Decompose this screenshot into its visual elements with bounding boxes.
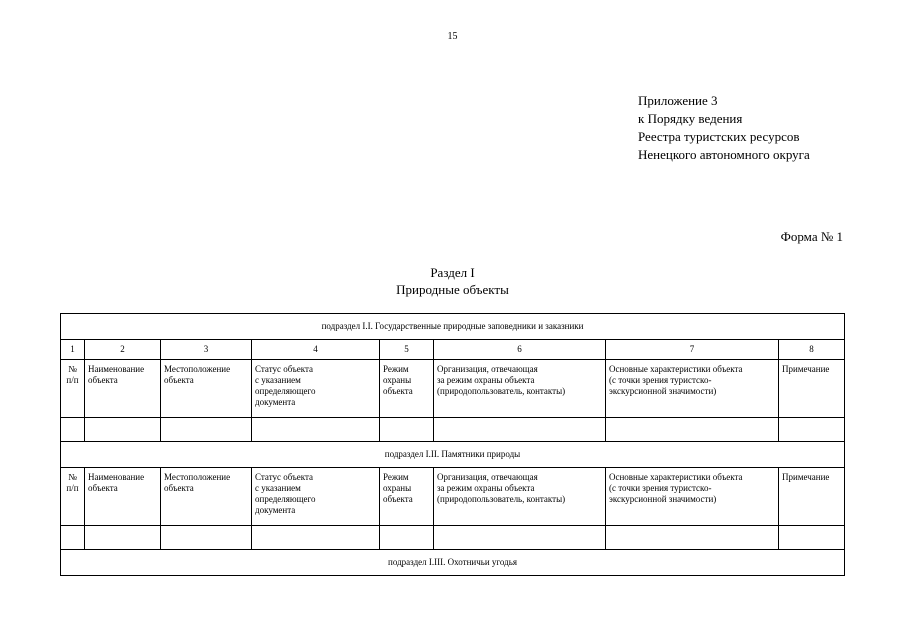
header-line: Статус объекта <box>255 472 314 482</box>
header-line: определяющего <box>255 386 316 396</box>
header-characteristics <box>606 360 779 418</box>
table-cell[interactable] <box>380 418 434 442</box>
header-line: объекта <box>164 375 194 385</box>
table-cell[interactable] <box>252 526 380 550</box>
header-location <box>161 468 252 526</box>
header-line: Режим <box>383 472 409 482</box>
table-cell[interactable] <box>434 526 606 550</box>
section-heading <box>0 264 905 298</box>
header-line: экскурсионной значимости) <box>609 494 717 504</box>
registry-table <box>60 313 845 576</box>
header-line: охраны <box>383 375 412 385</box>
header-line: экскурсионной значимости) <box>609 386 717 396</box>
table-cell[interactable] <box>161 526 252 550</box>
header-line: объекта <box>88 375 118 385</box>
header-line: документа <box>255 505 296 515</box>
header-line: (природопользователь, контакты) <box>437 494 566 504</box>
header-line: Организация, отвечающая <box>437 364 538 374</box>
header-name <box>85 360 161 418</box>
header-line: охраны <box>383 483 412 493</box>
appendix-line: Ненецкого автономного округа <box>638 147 810 162</box>
header-line: Организация, отвечающая <box>437 472 538 482</box>
table-cell[interactable] <box>779 418 845 442</box>
header-line: Режим <box>383 364 409 374</box>
header-protection-mode <box>380 360 434 418</box>
header-status <box>252 360 380 418</box>
header-line: Примечание <box>782 472 830 482</box>
table-cell[interactable] <box>85 418 161 442</box>
table-cell[interactable] <box>61 526 85 550</box>
column-number: 6 <box>434 340 606 360</box>
header-line: объекта <box>383 386 413 396</box>
header-characteristics <box>606 468 779 526</box>
subsection-row <box>61 442 845 468</box>
header-location <box>161 360 252 418</box>
subsection-title: подраздел I.I. Государственные природные заповедники и заказники <box>61 314 845 340</box>
header-line: (с точки зрения туристско- <box>609 483 712 493</box>
header-line: определяющего <box>255 494 316 504</box>
header-line: объекта <box>164 483 194 493</box>
header-note <box>779 360 845 418</box>
column-number: 1 <box>61 340 85 360</box>
header-line: за режим охраны объекта <box>437 483 535 493</box>
table-cell[interactable] <box>161 418 252 442</box>
column-number: 2 <box>85 340 161 360</box>
header-line: Статус объекта <box>255 364 314 374</box>
subsection-row <box>61 550 845 576</box>
header-line: Примечание <box>782 364 830 374</box>
column-number: 7 <box>606 340 779 360</box>
header-note <box>779 468 845 526</box>
table-cell[interactable] <box>61 418 85 442</box>
column-number: 3 <box>161 340 252 360</box>
header-line: № <box>68 364 77 374</box>
header-line: Основные характеристики объекта <box>609 472 743 482</box>
column-header-row <box>61 468 845 526</box>
table-cell[interactable] <box>606 418 779 442</box>
header-line: Основные характеристики объекта <box>609 364 743 374</box>
header-line: с указанием <box>255 483 301 493</box>
appendix-line: Приложение 3 <box>638 93 718 108</box>
header-line: № <box>68 472 77 482</box>
header-line: за режим охраны объекта <box>437 375 535 385</box>
header-name <box>85 468 161 526</box>
header-organization <box>434 468 606 526</box>
header-line: объекта <box>383 494 413 504</box>
header-number <box>61 360 85 418</box>
header-status <box>252 468 380 526</box>
header-line: объекта <box>88 483 118 493</box>
table-cell[interactable] <box>434 418 606 442</box>
section-title: Раздел I <box>430 265 475 280</box>
table-row <box>61 418 845 442</box>
subsection-title: подраздел I.III. Охотничьи угодья <box>61 550 845 576</box>
header-line: документа <box>255 397 296 407</box>
table-row <box>61 526 845 550</box>
section-subtitle: Природные объекты <box>396 282 509 297</box>
appendix-reference <box>638 92 810 164</box>
header-line: Наименование <box>88 472 145 482</box>
header-line: п/п <box>66 483 79 493</box>
header-line: с указанием <box>255 375 301 385</box>
table-cell[interactable] <box>252 418 380 442</box>
header-organization <box>434 360 606 418</box>
table-cell[interactable] <box>85 526 161 550</box>
column-number: 4 <box>252 340 380 360</box>
header-number <box>61 468 85 526</box>
column-number-row <box>61 340 845 360</box>
appendix-line: к Порядку ведения <box>638 111 743 126</box>
appendix-line: Реестра туристских ресурсов <box>638 129 800 144</box>
column-number: 8 <box>779 340 845 360</box>
column-header-row <box>61 360 845 418</box>
header-line: Наименование <box>88 364 145 374</box>
header-line: (природопользователь, контакты) <box>437 386 566 396</box>
form-number: Форма № 1 <box>780 229 843 244</box>
header-line: Местоположение <box>164 472 231 482</box>
table-cell[interactable] <box>380 526 434 550</box>
header-line: (с точки зрения туристско- <box>609 375 712 385</box>
table-cell[interactable] <box>779 526 845 550</box>
header-protection-mode <box>380 468 434 526</box>
subsection-title: подраздел I.II. Памятники природы <box>61 442 845 468</box>
table-cell[interactable] <box>606 526 779 550</box>
header-line: п/п <box>66 375 79 385</box>
page-number: 15 <box>447 31 458 42</box>
header-line: Местоположение <box>164 364 231 374</box>
subsection-row <box>61 314 845 340</box>
column-number: 5 <box>380 340 434 360</box>
